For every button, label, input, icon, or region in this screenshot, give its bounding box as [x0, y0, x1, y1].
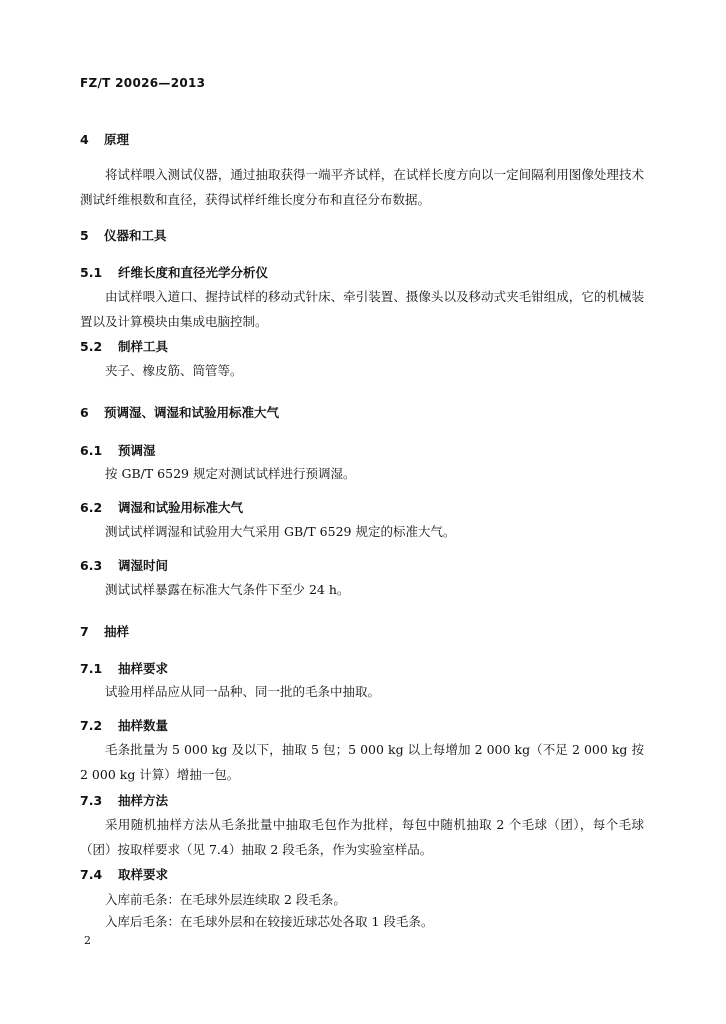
page-number: 2 [84, 934, 91, 947]
section-title: 纤维长度和直径光学分析仪 [118, 265, 269, 280]
section-number: 7.3 [80, 793, 103, 808]
section-number: 7 [80, 624, 89, 639]
section-title: 抽样方法 [118, 793, 169, 808]
section-number: 7.1 [80, 661, 103, 676]
section-title: 预调湿、调湿和试验用标准大气 [104, 405, 280, 420]
section-heading-7-1 [80, 659, 168, 677]
section-number: 7.4 [80, 867, 103, 882]
section-heading-6 [80, 403, 279, 421]
section-title: 取样要求 [118, 867, 169, 882]
paragraph-before-storage: 入库前毛条：在毛球外层连续取 2 段毛条。 [105, 892, 346, 907]
section-title: 调湿时间 [118, 558, 169, 573]
section-heading-6-3 [80, 556, 168, 574]
paragraph-conditioning-time: 测试试样暴露在标准大气条件下至少 24 h。 [105, 582, 350, 597]
section-heading-7-3 [80, 791, 168, 809]
paragraph-after-storage: 入库后毛条：在毛球外层和在较接近球芯处各取 1 段毛条。 [105, 914, 434, 929]
paragraph-preconditioning: 按 GB/T 6529 规定对测试试样进行预调湿。 [105, 466, 356, 481]
section-number: 4 [80, 132, 89, 147]
section-number: 5 [80, 228, 89, 243]
section-title: 调湿和试验用标准大气 [118, 500, 244, 515]
section-title: 原理 [104, 132, 130, 147]
section-heading-6-1 [80, 441, 156, 459]
paragraph-sampling-quantity: 毛条批量为 5 000 kg 及以下，抽取 5 包；5 000 kg 以上每增加 2 000 kg（不足 2 000 kg 按 2 000 kg 计算）增抽一包。 [80, 742, 644, 782]
paragraph-principle: 将试样喂入测试仪器，通过抽取获得一端平齐试样，在试样长度方向以一定间隔利用图像处理技术测试纤维根数和直径，获得试样纤维长度分布和直径分布数据。 [80, 167, 644, 207]
section-number: 5.2 [80, 339, 103, 354]
paragraph-analyzer: 由试样喂入道口、握持试样的移动式针床、牵引装置、摄像头以及移动式夹毛钳组成，它的机械装置以及计算模块由集成电脑控制。 [80, 289, 644, 329]
section-title: 预调湿 [118, 443, 156, 458]
paragraph-atmosphere: 测试试样调湿和试验用大气采用 GB/T 6529 规定的标准大气。 [105, 524, 456, 539]
section-title: 抽样数量 [118, 718, 169, 733]
section-number: 7.2 [80, 718, 103, 733]
section-number: 5.1 [80, 265, 103, 280]
section-heading-7 [80, 622, 129, 640]
section-heading-4 [80, 130, 129, 148]
section-heading-6-2 [80, 498, 243, 516]
paragraph-sampling-requirement: 试验用样品应从同一品种、同一批的毛条中抽取。 [105, 684, 381, 699]
section-heading-7-4 [80, 865, 168, 883]
section-title: 抽样 [104, 624, 130, 639]
section-heading-5-1 [80, 263, 268, 281]
section-title: 仪器和工具 [104, 228, 167, 243]
section-heading-5-2 [80, 337, 168, 355]
section-number: 6.3 [80, 558, 103, 573]
section-number: 6 [80, 405, 89, 420]
section-number: 6.1 [80, 443, 103, 458]
standard-number-header: FZ/T 20026—2013 [80, 76, 206, 90]
paragraph-tools: 夹子、橡皮筋、筒管等。 [105, 363, 243, 378]
paragraph-sampling-method: 采用随机抽样方法从毛条批量中抽取毛包作为批样，每包中随机抽取 2 个毛球（团），每个毛球（团）按取样要求（见 7.4）抽取 2 段毛条，作为实验室样品。 [80, 817, 644, 857]
section-heading-7-2 [80, 716, 168, 734]
section-number: 6.2 [80, 500, 103, 515]
section-heading-5 [80, 226, 167, 244]
section-title: 抽样要求 [118, 661, 169, 676]
section-title: 制样工具 [118, 339, 169, 354]
